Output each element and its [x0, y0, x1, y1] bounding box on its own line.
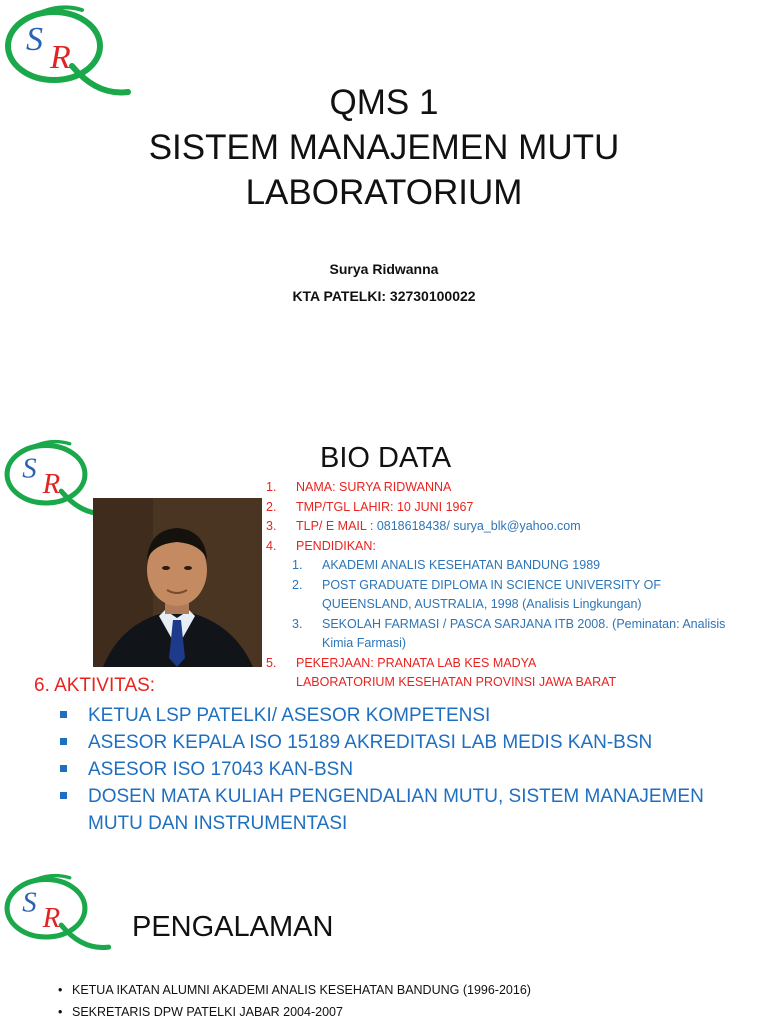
sr-logo-icon — [2, 870, 112, 960]
list-text: TMP/TGL LAHIR: 10 JUNI 1967 — [296, 499, 474, 514]
pengalaman-list — [58, 979, 531, 1023]
author-kta: KTA PATELKI: 32730100022 — [292, 288, 476, 304]
title-line: QMS 1 — [329, 83, 439, 122]
bullet-dot-icon: • — [58, 983, 63, 997]
logo-letter-r: R — [42, 901, 61, 934]
square-bullet-icon — [60, 738, 67, 745]
list-number: 3. — [292, 616, 303, 631]
list-number: 3. — [266, 519, 277, 533]
square-bullet-icon — [60, 792, 67, 799]
portrait-illustration — [93, 498, 262, 667]
list-number: 1. — [266, 480, 277, 494]
list-text: AKADEMI ANALIS KESEHATAN BANDUNG 1989 — [322, 558, 601, 572]
bullet-dot-icon: • — [58, 1005, 63, 1019]
list-number: 4. — [266, 538, 277, 553]
aktivitas-text: ASESOR ISO 17043 KAN-BSN — [88, 759, 354, 780]
slide-bio-data — [0, 432, 768, 852]
list-text: Kimia Farmasi) — [322, 636, 407, 650]
aktivitas-heading: 6. AKTIVITAS: — [34, 675, 156, 696]
aktivitas-item — [60, 702, 704, 729]
list-text: NAMA: SURYA RIDWANNA — [296, 480, 452, 494]
logo-letter-s: S — [22, 452, 37, 485]
list-text: LABORATORIUM KESEHATAN PROVINSI JAWA BARAT — [296, 675, 617, 689]
sr-logo — [2, 870, 112, 960]
slide-title — [0, 0, 768, 420]
portrait-photo — [93, 498, 262, 667]
list-number: 2. — [266, 499, 277, 514]
list-text: PENDIDIKAN: — [296, 538, 376, 553]
contact-label: TLP/ E MAIL : — [296, 519, 377, 533]
aktivitas-item — [60, 783, 704, 837]
pengalaman-text: KETUA IKATAN ALUMNI AKADEMI ANALIS KESEHATAN BANDUNG (1996-2016) — [72, 983, 531, 997]
aktivitas-item — [60, 756, 704, 783]
aktivitas-list — [60, 702, 704, 837]
bio-data-title: BIO DATA — [320, 442, 452, 474]
pengalaman-title: PENGALAMAN — [132, 911, 334, 943]
aktivitas-text: MUTU DAN INSTRUMENTASI — [88, 813, 348, 834]
logo-letter-r: R — [50, 39, 71, 76]
list-text: POST GRADUATE DIPLOMA IN SCIENCE UNIVERSITY OF — [322, 577, 661, 592]
list-text: SEKOLAH FARMASI / PASCA SARJANA ITB 2008. (Peminatan: Analisis — [322, 616, 726, 631]
pengalaman-item — [58, 1001, 531, 1023]
slide-pengalaman — [0, 864, 768, 1024]
list-number: 1. — [292, 558, 303, 572]
square-bullet-icon — [60, 765, 67, 772]
aktivitas-text: KETUA LSP PATELKI/ ASESOR KOMPETENSI — [88, 705, 491, 726]
list-text: QUEENSLAND, AUSTRALIA, 1998 (Analisis Lingkungan) — [322, 597, 642, 611]
aktivitas-item — [60, 729, 704, 756]
author-name: Surya Ridwanna — [329, 261, 439, 277]
aktivitas-text: DOSEN MATA KULIAH PENGENDALIAN MUTU, SISTEM MANAJEMEN — [88, 786, 704, 807]
title-line: SISTEM MANAJEMEN MUTU — [148, 128, 620, 167]
logo-letter-s: S — [22, 886, 37, 919]
list-number: 2. — [292, 577, 303, 592]
aktivitas-text: ASESOR KEPALA ISO 15189 AKREDITASI LAB MEDIS KAN-BSN — [88, 732, 653, 753]
presentation-title — [0, 80, 768, 215]
list-number: 5. — [266, 655, 277, 670]
square-bullet-icon — [60, 711, 67, 718]
contact-value: 0818618438/ surya_blk@yahoo.com — [376, 519, 581, 533]
logo-letter-r: R — [42, 467, 61, 500]
list-text: PEKERJAAN: PRANATA LAB KES MADYA — [296, 655, 537, 670]
title-line: LABORATORIUM — [245, 173, 523, 212]
pengalaman-item — [58, 979, 531, 1001]
author-block — [0, 256, 768, 310]
pengalaman-text: SEKRETARIS DPW PATELKI JABAR 2004-2007 — [72, 1005, 343, 1019]
logo-letter-s: S — [26, 21, 43, 58]
